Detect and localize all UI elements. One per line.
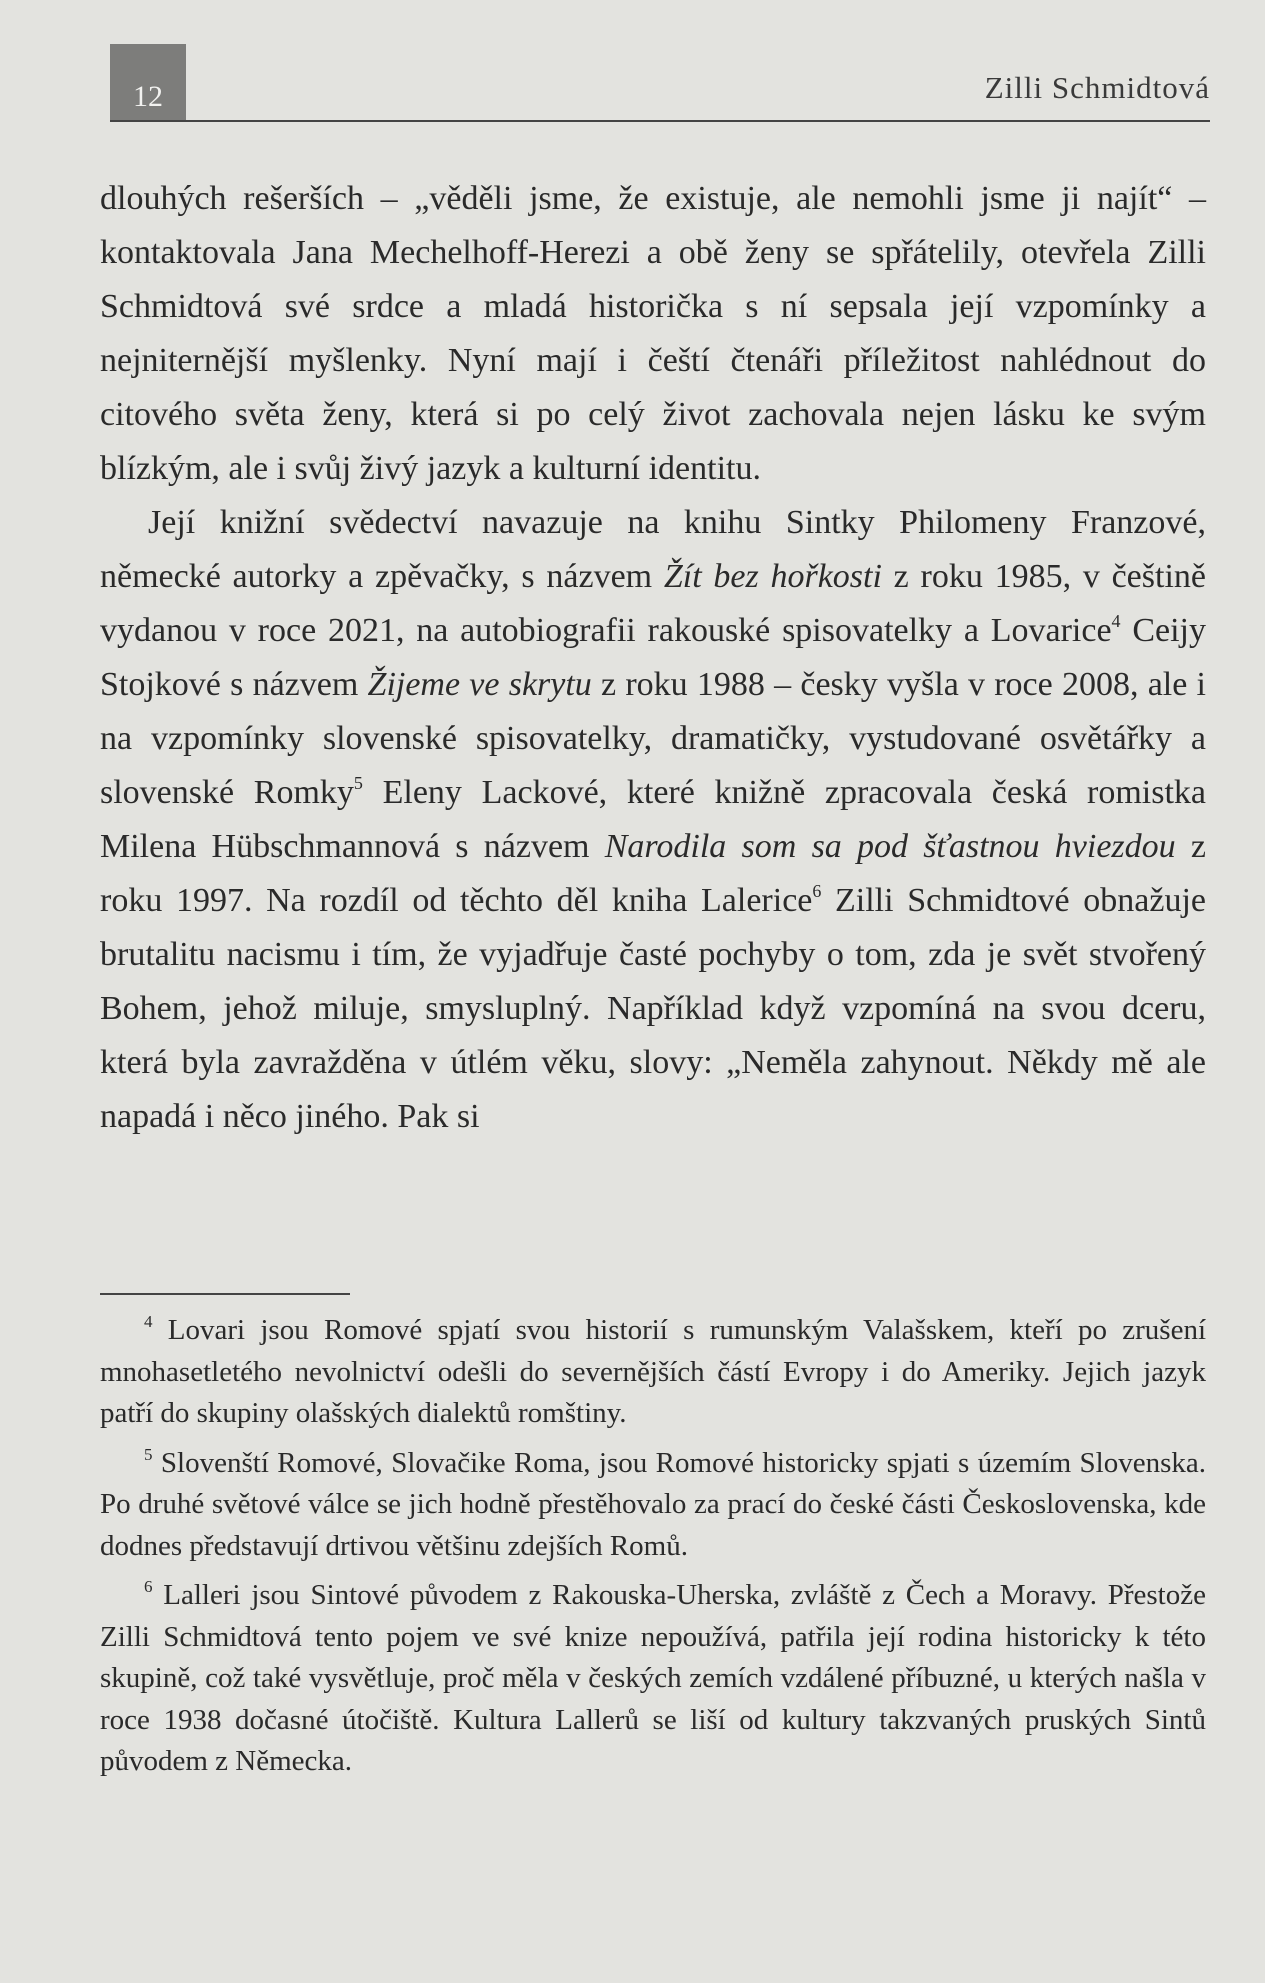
footnote-ref: 4 xyxy=(1111,611,1121,631)
footnote-mark: 5 xyxy=(144,1444,153,1464)
footnote-5 xyxy=(100,1443,1206,1568)
book-title-italic: Žít bez hořkosti xyxy=(663,558,882,595)
book-title-italic: Narodila som sa pod šťastnou hviezdou xyxy=(604,828,1176,865)
paragraph-text: Eleny Lackové, které knižně zpracovala česká romistka Milena Hübschmannová s názvem xyxy=(100,774,1206,865)
paragraph-text: z roku 1997. Na rozdíl od těchto děl kniha Lalerice xyxy=(100,828,1207,919)
footnote-text: Lalleri jsou Sintové původem z Rakouska-Uherska, zvláště z Čech a Moravy. Přestože Zilli Schmidtová tento pojem ve své knize nepoužívá, patřila její rodina historicky k této skupině, což také vysvětluje, proč měla v českých zemích vzdálené příbuzné, u kterých našla v roce 1938 dočasné útočiště. Kultura Lallerů se liší od kultury takzvaných pruských Sintů původem z Německa. xyxy=(100,1579,1206,1777)
page-number: 12 xyxy=(110,44,186,122)
footnote-4 xyxy=(100,1310,1206,1435)
paragraph-1: dlouhých rešerších – „věděli jsme, že existuje, ale nemohli jsme ji najít“ – kontaktovala Jana Mechelhoff-Herezi a obě ženy se spřátelily, otevřela Zilli Schmidtová své srdce a mladá historička s ní sepsala její vzpomínky a nejniternější myšlenky. Nyní mají i čeští čtenáři příležitost nahlédnout do citového světa ženy, která si po celý život zachovala nejen lásku ke svým blízkým, ale i svůj živý jazyk a kulturní identitu. xyxy=(100,180,1206,487)
running-title: Zilli Schmidtová xyxy=(984,70,1210,105)
paragraph-text: Její knižní svědectví navazuje na knihu Sintky Philomeny Franzové, německé autorky a zpěvačky, s názvem xyxy=(100,504,1206,595)
footnote-ref: 5 xyxy=(353,773,363,793)
footnote-text: Slovenští Romové, Slovačike Roma, jsou Romové historicky spjati s územím Slovenska. Po druhé světové válce se jich hodně přestěhovalo za prací do české části Československa, kde dodnes představují drtivou většinu zdejších Romů. xyxy=(100,1446,1206,1562)
main-text xyxy=(100,172,1206,1144)
header-rule xyxy=(110,120,1210,122)
footnote-rule xyxy=(100,1293,350,1295)
paragraph-2 xyxy=(100,496,1206,1144)
footnote-text: Lovari jsou Romové spjatí svou historií s rumunským Valašskem, kteří po zrušení mnohasetletého nevolnictví odešli do severnějších částí Evropy i do Ameriky. Jejich jazyk patří do skupiny olašských dialektů romštiny. xyxy=(100,1314,1206,1429)
footnote-mark: 6 xyxy=(144,1577,153,1596)
footnotes xyxy=(100,1310,1206,1791)
paragraph-text: z roku 1988 – česky vyšla v roce 2008, ale i na vzpomínky slovenské spisovatelky, dramatičky, vystudované osvětářky a slovenské Romky xyxy=(100,666,1206,811)
paragraph-text: Ceijy Stojkové s názvem xyxy=(100,612,1206,703)
paragraph-text: z roku 1985, v češtině vydanou v roce 2021, na autobiografii rakouské spisovatelky a Lovarice xyxy=(100,558,1206,649)
paragraph-text: Zilli Schmidtové obnažuje brutalitu nacismu i tím, že vyjadřuje časté pochyby o tom, zda je svět stvořený Bohem, jehož miluje, smysluplný. Například když vzpomíná na svou dceru, která byla zavražděna v útlém věku, slovy: „Neměla zahynout. Někdy mě ale napadá i něco jiného. Pak si xyxy=(100,882,1206,1135)
page-header xyxy=(110,44,1210,122)
book-title-italic: Žijeme ve skrytu xyxy=(367,666,592,703)
footnote-6 xyxy=(100,1575,1206,1783)
footnote-mark: 4 xyxy=(144,1312,153,1331)
footnote-ref: 6 xyxy=(812,881,822,901)
